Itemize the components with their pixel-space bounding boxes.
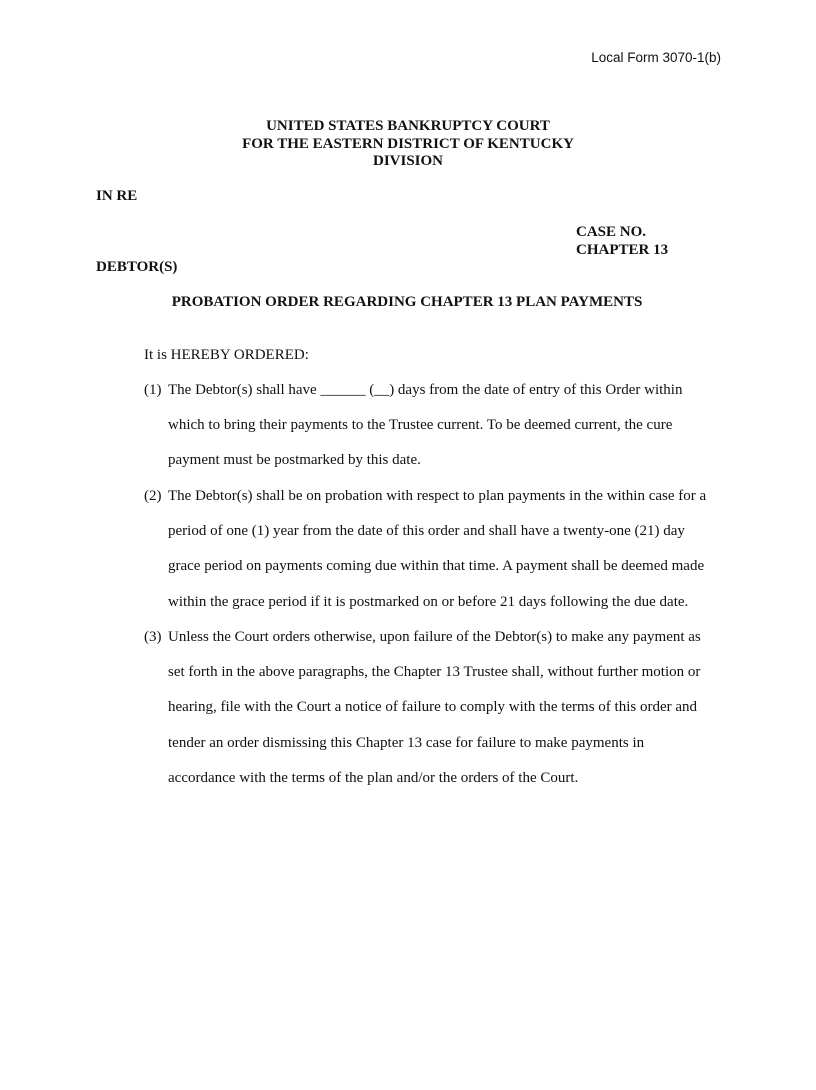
paragraph-line: Unless the Court orders otherwise, upon failure of the Debtor(s) to make any payment as [168, 629, 701, 645]
court-district: FOR THE EASTERN DISTRICT OF KENTUCKY [242, 135, 574, 152]
case-block [576, 224, 668, 259]
court-name: UNITED STATES BANKRUPTCY COURT [266, 118, 550, 134]
case-number-label: CASE NO. [576, 224, 647, 240]
order-intro: It is HEREBY ORDERED: [144, 347, 309, 363]
paragraph-line: hearing, file with the Court a notice of failure to comply with the terms of this order and [168, 699, 698, 716]
paragraph-line: period of one (1) year from the date of this order and shall have a twenty-one (21) day [168, 523, 685, 540]
paragraph-line: The Debtor(s) shall have ______ (__) days from the date of entry of this Order within [168, 382, 683, 398]
paragraph-line: set forth in the above paragraphs, the Chapter 13 Trustee shall, without further motion or [168, 664, 701, 681]
debtors-label: DEBTOR(S) [96, 259, 178, 275]
paragraph-line: payment must be postmarked by this date. [168, 452, 421, 469]
in-re-label: IN RE [96, 188, 138, 204]
paragraph-number: (3) [144, 629, 162, 645]
form-number: Local Form 3070-1(b) [591, 50, 721, 65]
chapter-label: CHAPTER 13 [576, 241, 669, 258]
paragraph-line: grace period on payments coming due within that time. A payment shall be deemed made [168, 558, 705, 575]
court-division: DIVISION [372, 153, 444, 169]
order-title [0, 294, 816, 311]
paragraph-2 [144, 479, 734, 620]
paragraph-line: accordance with the terms of the plan and/or the orders of the Court. [168, 769, 579, 786]
paragraph-number: (2) [144, 488, 162, 504]
order-title-text: PROBATION ORDER REGARDING CHAPTER 13 PLAN PAYMENTS [171, 294, 643, 310]
paragraph-line: which to bring their payments to the Trustee current. To be deemed current, the cure [168, 417, 673, 434]
paragraph-1 [144, 373, 734, 479]
paragraph-line: within the grace period if it is postmarked on or before 21 days following the due date. [168, 593, 689, 610]
paragraph-3 [144, 620, 734, 796]
paragraph-line: The Debtor(s) shall be on probation with respect to plan payments in the within case for a [168, 488, 707, 504]
paragraph-line: tender an order dismissing this Chapter 13 case for failure to make payments in [168, 734, 645, 751]
paragraph-number: (1) [144, 382, 162, 398]
court-header [0, 118, 816, 171]
